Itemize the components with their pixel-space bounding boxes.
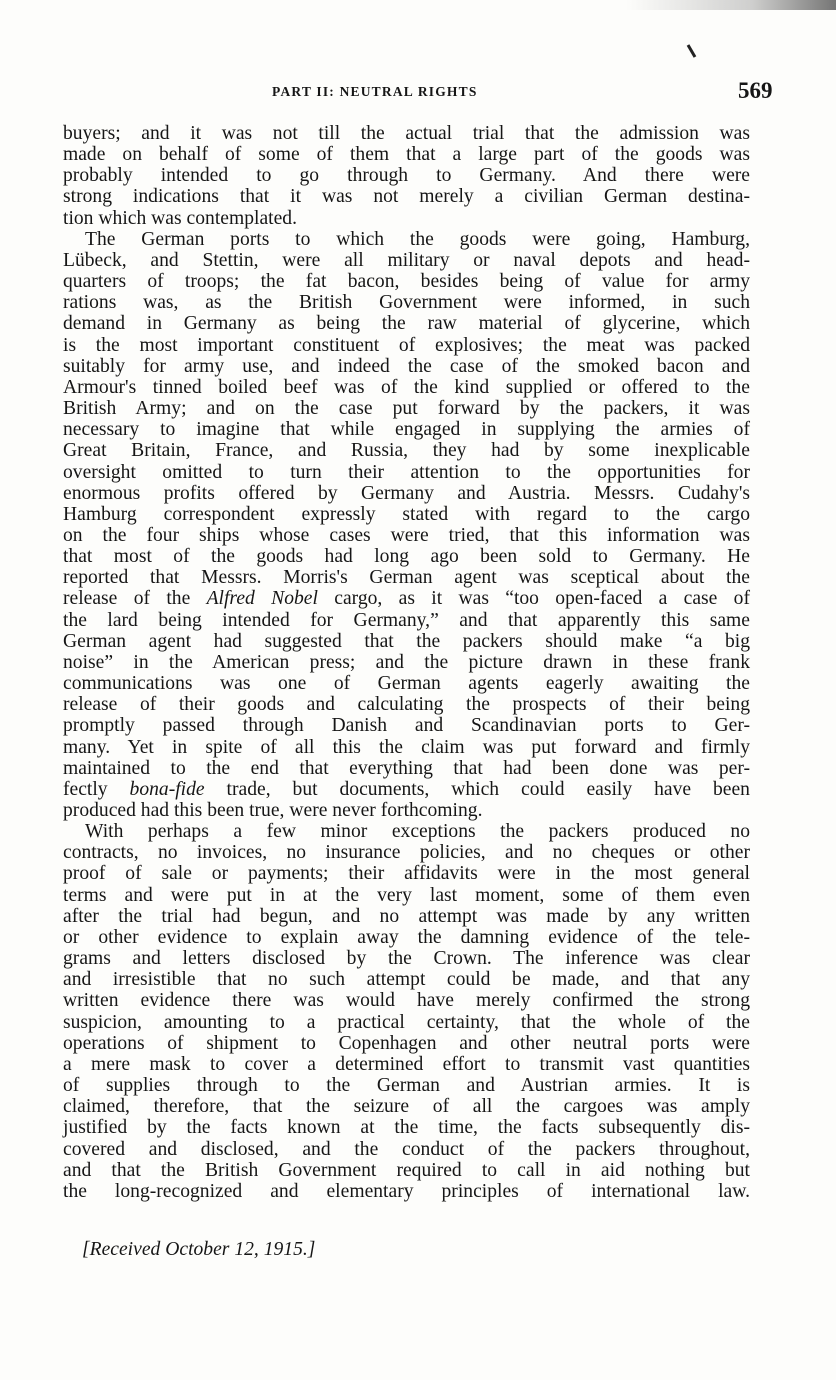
text-line: strong indications that it was not merely a civilian German destina- [63,186,750,208]
text-line: contracts, no invoices, no insurance policies, and no cheques or other [63,842,750,864]
text-line: Lübeck, and Stettin, were all military or naval depots and head- [63,249,750,271]
text-line: after the trial had begun, and no attempt was made by any written [63,905,750,927]
stray-pen-mark [687,44,697,58]
text-line: oversight omitted to turn their attention to the opportunities for [63,461,750,483]
text-line [63,588,750,609]
text-span: trade, but documents, which could easily have been [204,778,750,800]
text-line: British Army; and on the case put forward by the packers, it was [63,398,750,420]
text-line: communications was one of German agents eagerly awaiting the [63,673,750,695]
scan-artifact [626,0,836,10]
text-line: suitably for army use, and indeed the case of the smoked bacon and [63,355,750,377]
text-line: the long-recognized and elementary principles of international law. [63,1180,750,1202]
text-line: Great Britain, France, and Russia, they had by some inexplicable [63,440,750,462]
text-line: many. Yet in spite of all this the claim was put forward and firmly [63,736,750,758]
text-line: is the most important constituent of explosives; the meat was packed [63,334,750,356]
text-line: maintained to the end that everything that had been done was per- [63,757,750,779]
text-line: on the four ships whose cases were tried, that this information was [63,524,750,546]
text-line: of supplies through to the German and Austrian armies. It is [63,1075,750,1097]
ship-name: Alfred Nobel [206,588,318,610]
text-span: release of the [63,588,207,610]
text-line: German agent had suggested that the packers should make “a big [63,630,750,652]
text-line: buyers; and it was not till the actual trial that the admission was [63,123,750,144]
body-text [63,123,750,1202]
text-line: and that the British Government required to call in aid nothing but [63,1159,750,1181]
text-line: rations was, as the British Government were informed, in such [63,292,750,314]
text-line: terms and were put in at the very last moment, some of them even [63,884,750,906]
text-line: Armour's tinned boiled beef was of the kind supplied or offered to the [63,376,750,398]
text-line: made on behalf of some of them that a large part of the goods was [63,144,750,166]
text-line: reported that Messrs. Morris's German agent was sceptical about the [63,567,750,589]
text-line [63,779,750,800]
text-line: probably intended to go through to Germany. And there were [63,165,750,187]
text-line: enormous profits offered by Germany and Austria. Messrs. Cudahy's [63,482,750,504]
received-date-note: [Received October 12, 1915.] [82,1239,316,1260]
text-line: or other evidence to explain away the damning evidence of the tele- [63,926,750,948]
text-line: that most of the goods had long ago been sold to Germany. He [63,546,750,568]
text-line: grams and letters disclosed by the Crown. The inference was clear [63,948,750,970]
text-span: cargo, as it was “too open-faced a case of [317,588,750,610]
page-number: 569 [738,78,773,103]
text-line: The German ports to which the goods were going, Hamburg, [85,228,750,250]
text-line: suspicion, amounting to a practical certainty, that the whole of the [63,1011,750,1033]
text-line: claimed, therefore, that the seizure of all the cargoes was amply [63,1096,750,1118]
text-line: justified by the facts known at the time, the facts subsequently dis- [63,1117,750,1139]
text-line: Hamburg correspondent expressly stated with regard to the cargo [63,503,750,525]
text-line: With perhaps a few minor exceptions the packers produced no [85,821,750,843]
text-line: tion which was contemplated. [63,207,297,229]
text-line: release of their goods and calculating the prospects of their being [63,694,750,716]
text-line: quarters of troops; the fat bacon, besides being of value for army [63,271,750,293]
text-line: operations of shipment to Copenhagen and other neutral ports were [63,1032,750,1054]
text-span: fectly [63,778,130,800]
latin-term: bona-fide [129,778,205,800]
text-line: necessary to imagine that while engaged in supplying the armies of [63,419,750,441]
text-line: covered and disclosed, and the conduct of the packers throughout, [63,1138,750,1160]
running-head: PART II: NEUTRAL RIGHTS [272,84,478,99]
text-line: demand in Germany as being the raw material of glycerine, which [63,313,750,335]
text-line: the lard being intended for Germany,” and that apparently this same [63,609,750,631]
text-line: promptly passed through Danish and Scandinavian ports to Ger- [63,715,750,737]
text-line: produced had this been true, were never forthcoming. [63,800,483,821]
text-line: and irresistible that no such attempt could be made, and that any [63,969,750,991]
text-line: written evidence there was would have merely confirmed the strong [63,990,750,1012]
text-line: a mere mask to cover a determined effort to transmit vast quantities [63,1053,750,1075]
text-line: noise” in the American press; and the picture drawn in these frank [63,651,750,673]
text-line: proof of sale or payments; their affidavits were in the most general [63,863,750,885]
